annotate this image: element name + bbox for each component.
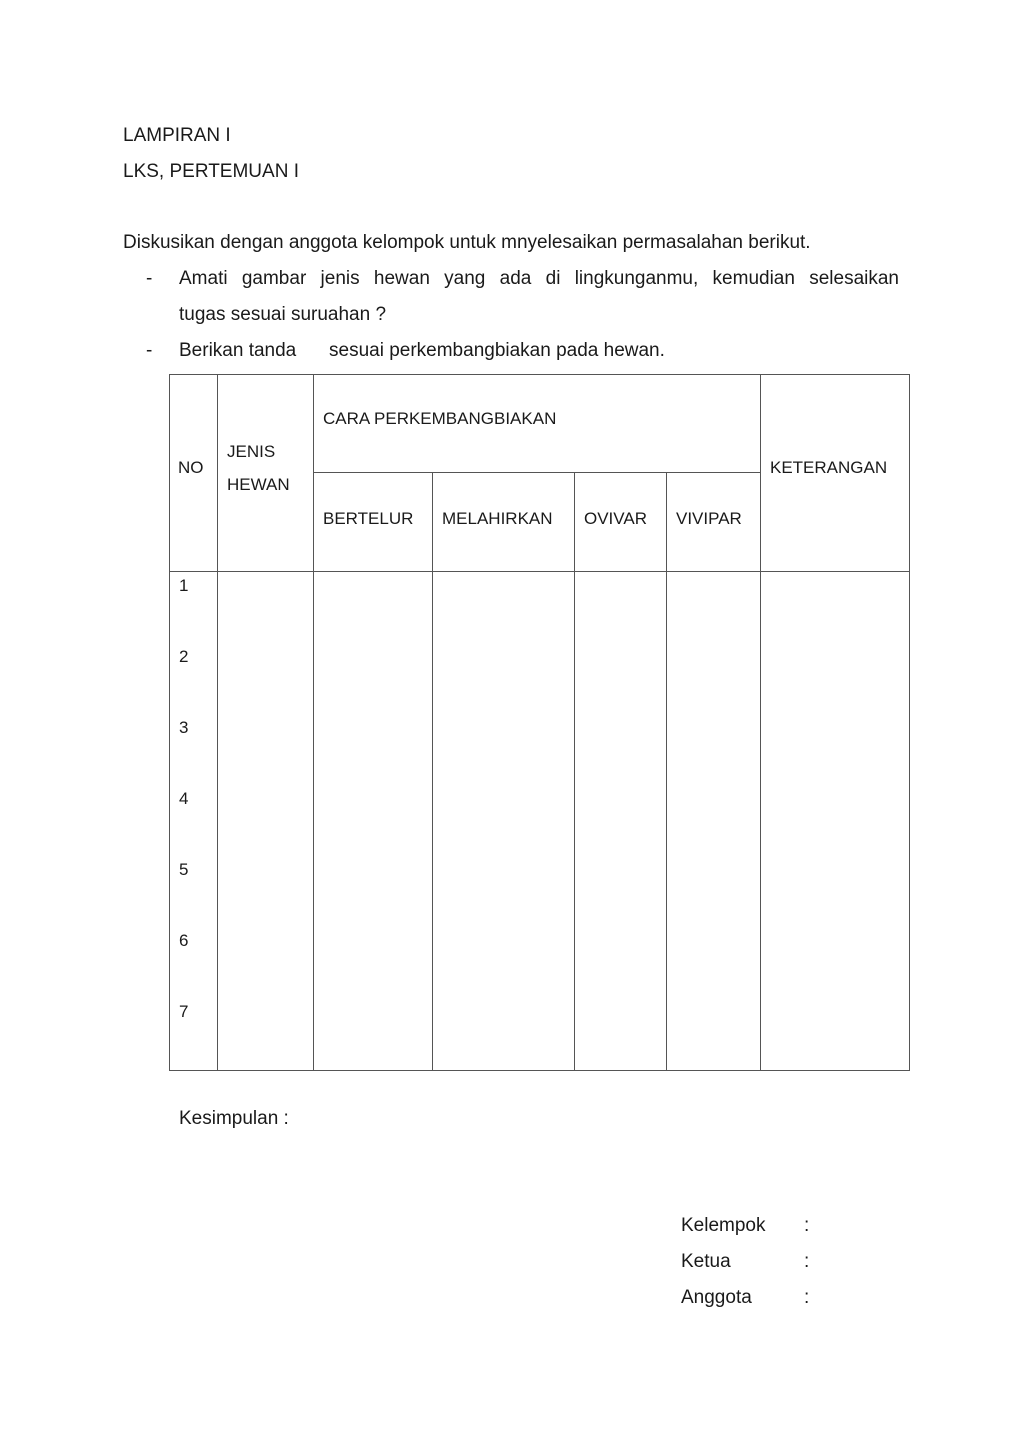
- group-colon: :: [804, 1215, 810, 1236]
- bullet-1-line-2: tugas sesuai suruahan ?: [179, 304, 387, 325]
- header-jenis: JENIS: [227, 442, 276, 461]
- table-column-divider: [217, 374, 218, 1071]
- header-cara-perkembangbiakan: CARA PERKEMBANGBIAKAN: [323, 409, 557, 428]
- row-number: 6: [179, 931, 189, 950]
- bullet-1-line-1: Amati gambar jenis hewan yang ada di lingkunganmu, kemudian selesaikan: [179, 268, 899, 289]
- leader-label: Ketua: [681, 1251, 731, 1272]
- header-keterangan: KETERANGAN: [770, 458, 888, 477]
- header-no: NO: [178, 458, 204, 477]
- row-number: 3: [179, 718, 189, 737]
- row-number: 1: [179, 576, 189, 595]
- row-number: 2: [179, 647, 189, 666]
- table-header-bottom: [169, 571, 910, 572]
- conclusion-label: Kesimpulan :: [179, 1108, 289, 1129]
- header-bertelur: BERTELUR: [323, 509, 414, 528]
- leader-colon: :: [804, 1251, 810, 1272]
- table-column-divider: [313, 374, 314, 1071]
- member-label: Anggota: [681, 1287, 752, 1308]
- instruction-text: Diskusikan dengan anggota kelompok untuk mnyelesaikan permasalahan berikut.: [123, 232, 811, 253]
- table-column-divider: [666, 472, 667, 1071]
- bullet-dash: -: [146, 268, 153, 289]
- table-border-left: [169, 374, 170, 1071]
- row-number: 5: [179, 860, 189, 879]
- table-column-divider: [432, 472, 433, 1071]
- row-number: 4: [179, 789, 189, 808]
- table-border-bottom: [169, 1070, 910, 1071]
- header-melahirkan: MELAHIRKAN: [442, 509, 553, 528]
- table-column-divider: [574, 472, 575, 1071]
- appendix-title: LAMPIRAN I: [123, 125, 231, 146]
- header-hewan: HEWAN: [227, 475, 290, 494]
- table-column-divider: [760, 374, 761, 1071]
- worksheet-title: LKS, PERTEMUAN I: [123, 161, 299, 182]
- row-number: 7: [179, 1002, 189, 1021]
- header-vivipar: VIVIPAR: [676, 509, 742, 528]
- bullet-2-text-end: sesuai perkembangbiakan pada hewan.: [329, 340, 665, 361]
- group-label: Kelempok: [681, 1215, 766, 1236]
- table-border-right: [909, 374, 910, 1071]
- table-border-top: [169, 374, 910, 375]
- header-ovivar: OVIVAR: [584, 509, 647, 528]
- bullet-2-text-start: Berikan tanda: [179, 340, 297, 361]
- member-colon: :: [804, 1287, 810, 1308]
- bullet-dash: -: [146, 340, 153, 361]
- table-subheader-divider: [314, 472, 761, 473]
